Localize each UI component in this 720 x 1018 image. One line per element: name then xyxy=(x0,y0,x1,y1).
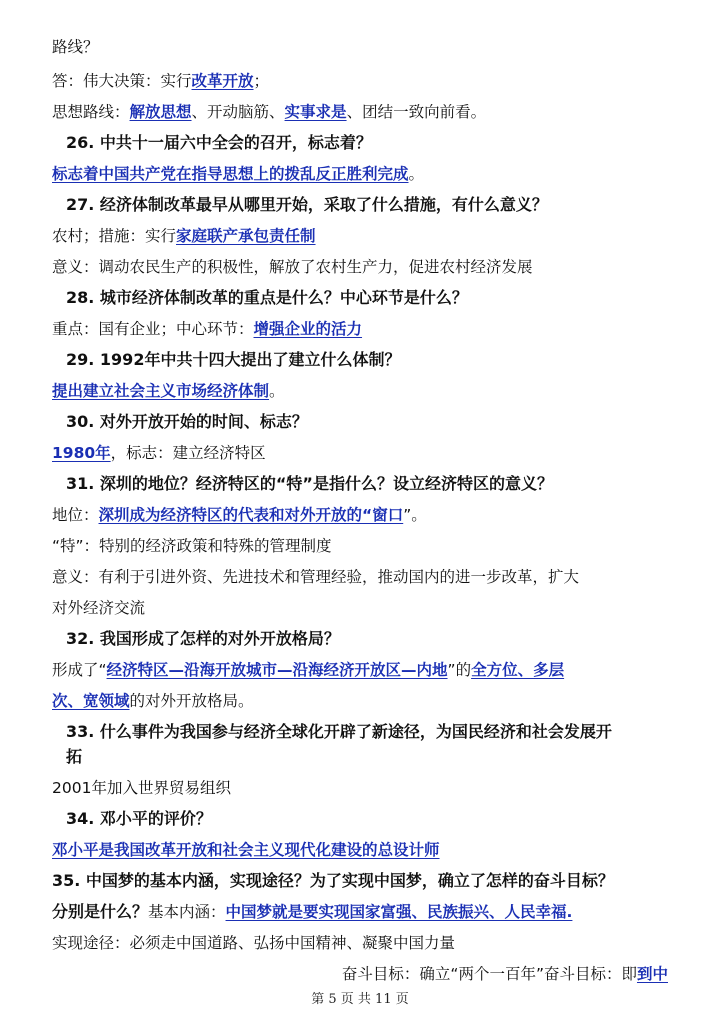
answer-line: 意义：调动农民生产的积极性，解放了农村生产力，促进农村经济发展 xyxy=(52,258,533,276)
answer-line: 对外经济交流 xyxy=(52,599,146,617)
text-line: 思想路线：解放思想、开动脑筋、实事求是、团结一致向前看。 xyxy=(52,103,487,121)
answer-line: 实现途径：必须走中国道路、弘扬中国精神、凝聚中国力量 xyxy=(52,934,456,952)
text-line: 答：伟大决策：实行改革开放； xyxy=(52,72,270,90)
question-heading: 27. 经济体制改革最早从哪里开始，采取了什么措施，有什么意义？ xyxy=(66,195,548,214)
answer-line: 邓小平是我国改革开放和社会主义现代化建设的总设计师 xyxy=(52,841,440,859)
question-heading: 28. 城市经济体制改革的重点是什么？中心环节是什么？ xyxy=(66,288,468,307)
answer-line: 奋斗目标：确立“两个一百年”奋斗目标：即到中 xyxy=(341,965,668,983)
answer-line: 意义：有利于引进外资、先进技术和管理经验，推动国内的进一步改革，扩大 xyxy=(52,568,580,586)
answer-line: 提出建立社会主义市场经济体制。 xyxy=(52,382,285,400)
text-line: 路线？ xyxy=(52,38,99,56)
question-heading: 29. 1992年中共十四大提出了建立什么体制？ xyxy=(66,350,401,369)
question-heading: 35. 中国梦的基本内涵，实现途径？为了实现中国梦，确立了怎样的奋斗目标？ xyxy=(52,871,614,890)
answer-line: “特”：特别的经济政策和特殊的管理制度 xyxy=(52,537,332,555)
question-heading: 32. 我国形成了怎样的对外开放格局？ xyxy=(66,629,340,648)
question-heading: 30. 对外开放开始的时间、标志？ xyxy=(66,412,308,431)
question-heading: 31. 深圳的地位？经济特区的“特”是指什么？设立经济特区的意义？ xyxy=(66,474,553,493)
answer-line: 1980年，标志：建立经济特区 xyxy=(52,444,266,462)
question-heading: 34. 邓小平的评价？ xyxy=(66,809,212,828)
question-heading: 33. 什么事件为我国参与经济全球化开辟了新途径，为国民经济和社会发展开 xyxy=(66,722,612,741)
question-heading: 26. 中共十一届六中全会的召开，标志着？ xyxy=(66,133,372,152)
answer-line: 地位：深圳成为经济特区的代表和对外开放的“窗口”。 xyxy=(52,506,427,524)
answer-line: 形成了“经济特区—沿海开放城市—沿海经济开放区—内地”的全方位、多层 xyxy=(52,661,565,679)
page-number-footer: 第 5 页 共 11 页 xyxy=(311,992,409,1007)
question-heading: 拓 xyxy=(66,747,83,766)
answer-line: 2001年加入世界贸易组织 xyxy=(52,779,231,797)
answer-line: 标志着中国共产党在指导思想上的拨乱反正胜利完成。 xyxy=(52,165,425,183)
answer-line: 重点：国有企业；中心环节：增强企业的活力 xyxy=(52,320,363,338)
answer-line: 农村；措施：实行家庭联产承包责任制 xyxy=(52,227,316,245)
answer-line: 次、宽领域的对外开放格局。 xyxy=(52,692,254,710)
answer-line: 分别是什么？基本内涵：中国梦就是要实现国家富强、民族振兴、人民幸福. xyxy=(52,902,573,921)
